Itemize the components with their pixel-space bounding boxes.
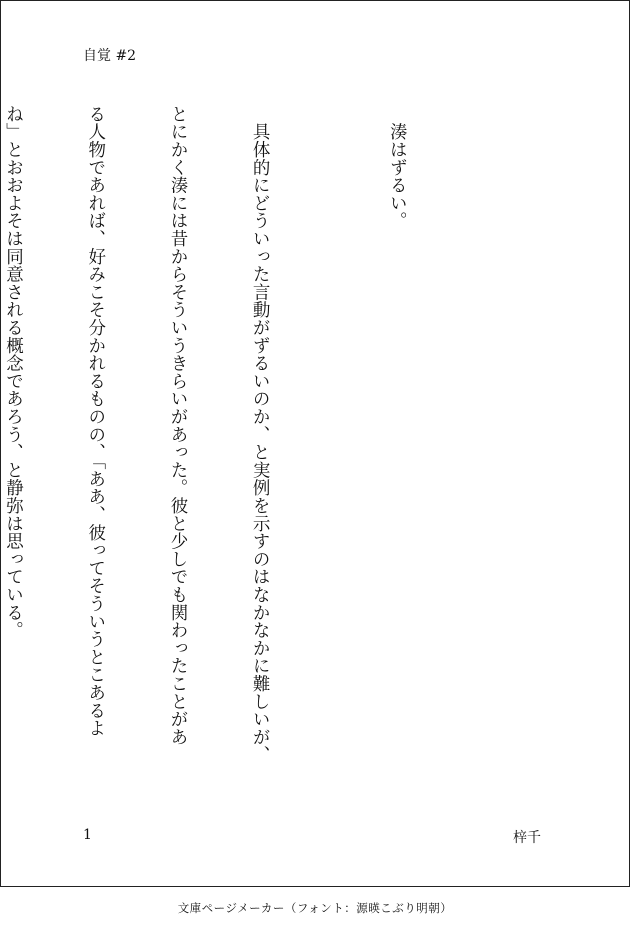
text-line: ね」とおおよそは同意される概念であろう、と静弥は思っている。 [3,105,24,639]
generator-credit: 文庫ページメーカー（フォント：源暎こぶり明朝） [177,901,453,915]
chapter-title: 自覚 #2 [83,48,137,64]
text-line: 具体的にどういった言動がずるいのか、と実例を示すのはなかなかに難しいが、 [250,105,271,764]
text-line: る人物であれば、好みこそ分かれるものの、「ああ、彼ってそういうとこあるよ [85,105,106,738]
body-text [0,105,465,805]
text-line: とにかく湊には昔からそういうきらいがあった。彼と少しでも関わったことがあ [167,105,188,746]
author-name: 梓千 [513,830,541,846]
page-number: 1 [83,827,92,843]
text-line: 湊はずるい。 [387,105,408,230]
